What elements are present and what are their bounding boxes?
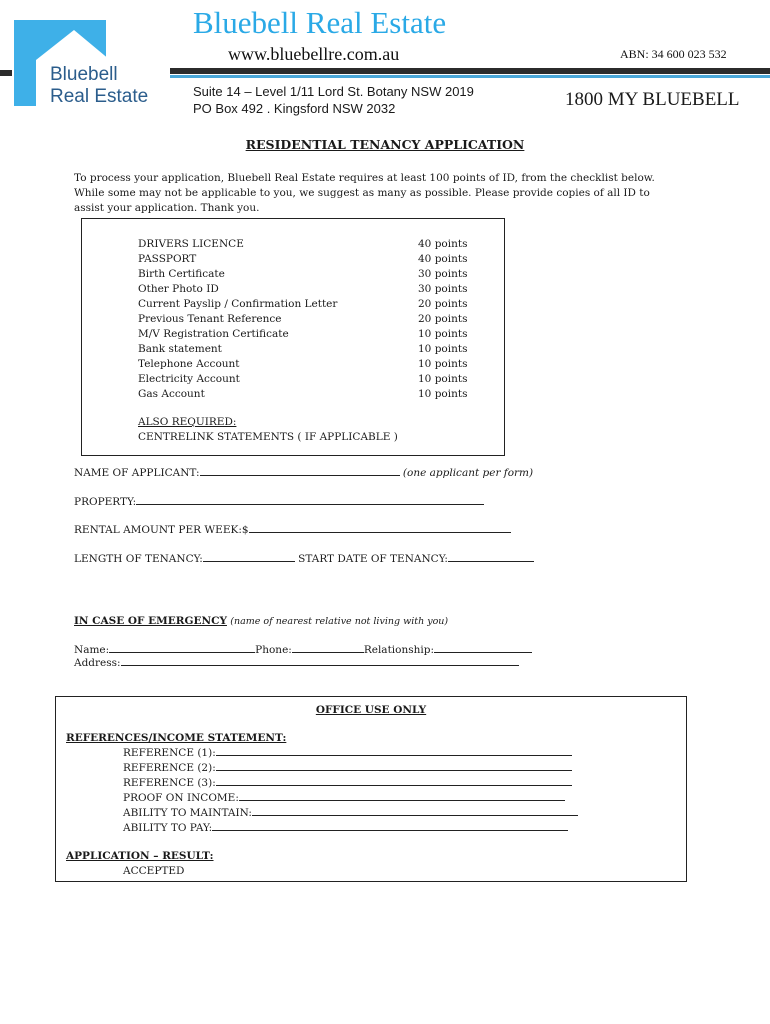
applicant-name-field[interactable]: [200, 466, 400, 476]
rent-label: RENTAL AMOUNT PER WEEK:$: [74, 524, 249, 536]
emergency-relationship-label: Relationship:: [363, 644, 434, 656]
emergency-note: (name of nearest relative not living with you): [230, 616, 449, 627]
property-field[interactable]: [136, 495, 484, 505]
id-item-points: 20 points: [418, 298, 468, 310]
id-item-name: Other Photo ID: [138, 283, 219, 295]
also-required-item: CENTRELINK STATEMENTS ( IF APPLICABLE ): [138, 431, 398, 443]
address-line-1: Suite 14 – Level 1/11 Lord St. Botany NSW 2019: [193, 84, 474, 99]
reference-2-field[interactable]: [216, 761, 572, 771]
start-date-field[interactable]: [448, 552, 534, 562]
reference-1-field[interactable]: [216, 746, 572, 756]
id-item-points: 10 points: [418, 343, 468, 355]
id-item-points: 30 points: [418, 283, 468, 295]
id-item-points: 10 points: [418, 373, 468, 385]
id-item-name: Birth Certificate: [138, 268, 225, 280]
emergency-name-label: Name:: [74, 644, 110, 656]
tenancy-row: [74, 552, 534, 565]
id-item-points: 10 points: [418, 328, 468, 340]
id-item-name: M/V Registration Certificate: [138, 328, 289, 340]
emergency-contact-row: [74, 643, 532, 656]
rent-field[interactable]: [249, 523, 511, 533]
length-label: LENGTH OF TENANCY:: [74, 553, 203, 565]
ability-maintain-label: ABILITY TO MAINTAIN:: [123, 807, 252, 819]
emergency-address-row: [74, 656, 519, 669]
logo-text-line2: Real Estate: [50, 86, 149, 107]
proof-income-label: PROOF ON INCOME:: [123, 792, 239, 804]
id-item-name: Telephone Account: [138, 358, 240, 370]
id-item-name: PASSPORT: [138, 253, 197, 265]
property-row: [74, 495, 484, 508]
emergency-address-field[interactable]: [121, 656, 519, 666]
intro-line-1: To process your application, Bluebell Real Estate requires at least 100 points of ID, from the checklist below.: [74, 172, 655, 184]
applicant-name-label: NAME OF APPLICANT:: [74, 467, 200, 479]
proof-income-row: [123, 791, 565, 804]
application-result-value: ACCEPTED: [123, 865, 185, 877]
intro-line-2: While some may not be applicable to you, we suggest as many as possible. Please provide copies of all ID to: [74, 187, 650, 199]
reference-2-label: REFERENCE (2):: [123, 762, 216, 774]
emergency-phone-label: Phone:: [255, 644, 292, 656]
emergency-heading-row: [74, 615, 448, 627]
ability-pay-label: ABILITY TO PAY:: [123, 822, 213, 834]
start-date-label: START DATE OF TENANCY:: [298, 553, 448, 565]
id-item-name: Previous Tenant Reference: [138, 313, 282, 325]
id-item-points: 20 points: [418, 313, 468, 325]
emergency-relationship-field[interactable]: [434, 643, 532, 653]
header-rule-dark: [170, 68, 770, 74]
id-item-points: 40 points: [418, 253, 468, 265]
reference-3-field[interactable]: [216, 776, 572, 786]
applicant-name-row: [74, 466, 533, 479]
ability-maintain-row: [123, 806, 578, 819]
form-title: RESIDENTIAL TENANCY APPLICATION: [245, 137, 525, 152]
reference-1-row: [123, 746, 572, 759]
header-rule-blue: [170, 75, 770, 78]
proof-income-field[interactable]: [239, 791, 565, 801]
header-rule-left: [0, 70, 12, 76]
id-item-name: Current Payslip / Confirmation Letter: [138, 298, 338, 310]
abn-number: ABN: 34 600 023 532: [620, 47, 727, 61]
address-line-2: PO Box 492 . Kingsford NSW 2032: [193, 101, 396, 116]
intro-line-3: assist your application. Thank you.: [74, 202, 260, 214]
id-item-name: Electricity Account: [138, 373, 240, 385]
id-item-points: 30 points: [418, 268, 468, 280]
ability-maintain-field[interactable]: [252, 806, 578, 816]
id-item-name: DRIVERS LICENCE: [138, 238, 244, 250]
brand-url: www.bluebellre.com.au: [228, 44, 400, 64]
length-field[interactable]: [203, 552, 295, 562]
brand-title: Bluebell Real Estate: [193, 5, 447, 40]
ability-pay-field[interactable]: [212, 821, 568, 831]
id-item-points: 40 points: [418, 238, 468, 250]
id-item-points: 10 points: [418, 388, 468, 400]
reference-1-label: REFERENCE (1):: [123, 747, 216, 759]
id-item-points: 10 points: [418, 358, 468, 370]
id-item-name: Bank statement: [138, 343, 222, 355]
property-label: PROPERTY:: [74, 496, 137, 508]
office-use-heading: OFFICE USE ONLY: [315, 704, 427, 716]
application-result-heading: APPLICATION – RESULT:: [66, 850, 214, 862]
logo-text-line1: Bluebell: [50, 64, 118, 85]
rent-row: [74, 523, 511, 536]
id-item-name: Gas Account: [138, 388, 205, 400]
references-heading: REFERENCES/INCOME STATEMENT:: [66, 732, 287, 744]
ability-pay-row: [123, 821, 568, 834]
bluebell-logo: [0, 20, 172, 112]
emergency-phone-field[interactable]: [292, 643, 364, 653]
reference-2-row: [123, 761, 572, 774]
also-required-heading: ALSO REQUIRED:: [138, 416, 237, 428]
emergency-address-label: Address:: [74, 657, 121, 669]
reference-3-row: [123, 776, 572, 789]
applicant-note: (one applicant per form): [402, 467, 534, 479]
emergency-heading: IN CASE OF EMERGENCY: [74, 615, 227, 627]
phone-number: 1800 MY BLUEBELL: [565, 89, 740, 110]
emergency-name-field[interactable]: [109, 643, 255, 653]
reference-3-label: REFERENCE (3):: [123, 777, 216, 789]
